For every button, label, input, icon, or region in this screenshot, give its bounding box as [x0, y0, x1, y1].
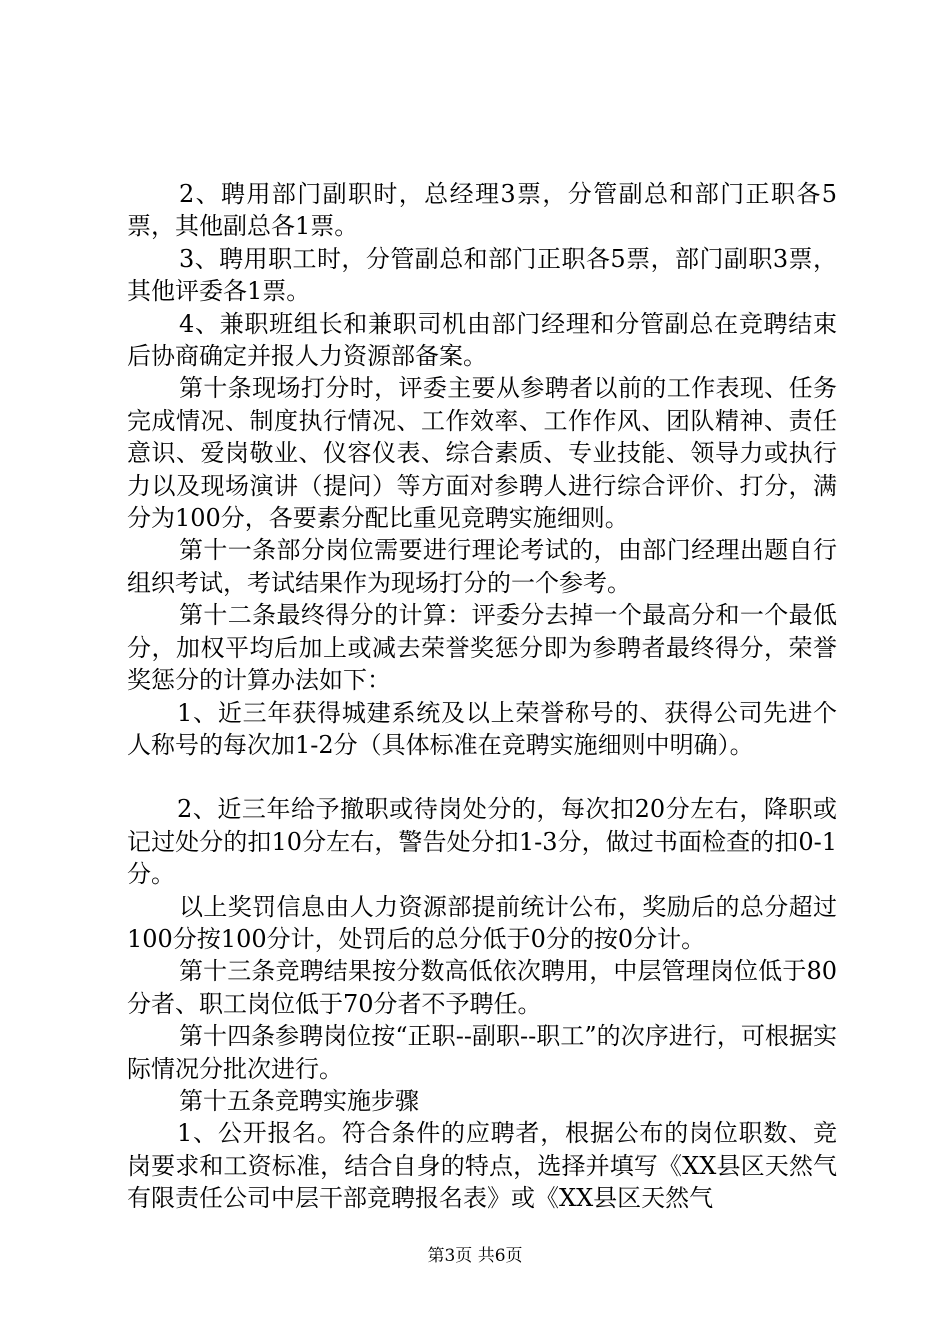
paragraph-deduction-points: 2、近三年给予撤职或待岗处分的，每次扣20分左右，降职或记过处分的扣10分左右，警告处分扣1-3分，做过书面检查的扣0-1分。 [127, 795, 837, 889]
paragraph-score-caps: 以上奖罚信息由人力资源部提前统计公布，奖励后的总分超过100分按100分计，处罚后的总分低于0分的按0分计。 [127, 892, 837, 953]
document-body [127, 178, 837, 1215]
paragraph-article-12: 第十二条最终得分的计算：评委分去掉一个最高分和一个最低分，加权平均后加上或减去荣誉奖惩分即为参聘者最终得分，荣誉奖惩分的计算办法如下： [127, 601, 837, 695]
paragraph-article-13: 第十三条竞聘结果按分数高低依次聘用，中层管理岗位低于80分者、职工岗位低于70分者不予聘任。 [127, 957, 837, 1018]
paragraph-article-14: 第十四条参聘岗位按“正职--副职--职工”的次序进行，可根据实际情况分批次进行。 [127, 1022, 837, 1083]
paragraph-article-11: 第十一条部分岗位需要进行理论考试的，由部门经理出题自行组织考试，考试结果作为现场打分的一个参考。 [127, 536, 837, 597]
paragraph-article-15: 第十五条竞聘实施步骤 [179, 1086, 419, 1115]
paragraph-bonus-points: 1、近三年获得城建系统及以上荣誉称号的、获得公司先进个人称号的每次加1-2分（具体标准在竞聘实施细则中明确）。 [127, 698, 837, 759]
page-footer [0, 1244, 950, 1268]
page-number-label: 第3页 共6页 [427, 1246, 523, 1266]
paragraph-part-time-roles: 4、兼职班组长和兼职司机由部门经理和分管副总在竞聘结束后协商确定并报人力资源部备案。 [127, 309, 837, 371]
paragraph-article-10: 第十条现场打分时，评委主要从参聘者以前的工作表现、任务完成情况、制度执行情况、工作效率、工作作风、团队精神、责任意识、爱岗敬业、仪容仪表、综合素质、专业技能、领导力或执行力以及现场演讲（提问）等方面对参聘人进行综合评价、打分，满分为100分，各要素分配比重见竞聘实施细则。 [127, 374, 837, 533]
paragraph-vote-staff: 3、聘用职工时，分管副总和部门正职各5票，部门副职3票，其他评委各1票。 [127, 244, 837, 306]
paragraph-vote-deputy: 2、聘用部门副职时，总经理3票，分管副总和部门正职各5票，其他副总各1票。 [127, 180, 837, 241]
paragraph-registration: 1、公开报名。符合条件的应聘者，根据公布的岗位职数、竞岗要求和工资标准，结合自身的特点，选择并填写《XX县区天然气有限责任公司中层干部竞聘报名表》或《XX县区天然气 [127, 1119, 837, 1213]
